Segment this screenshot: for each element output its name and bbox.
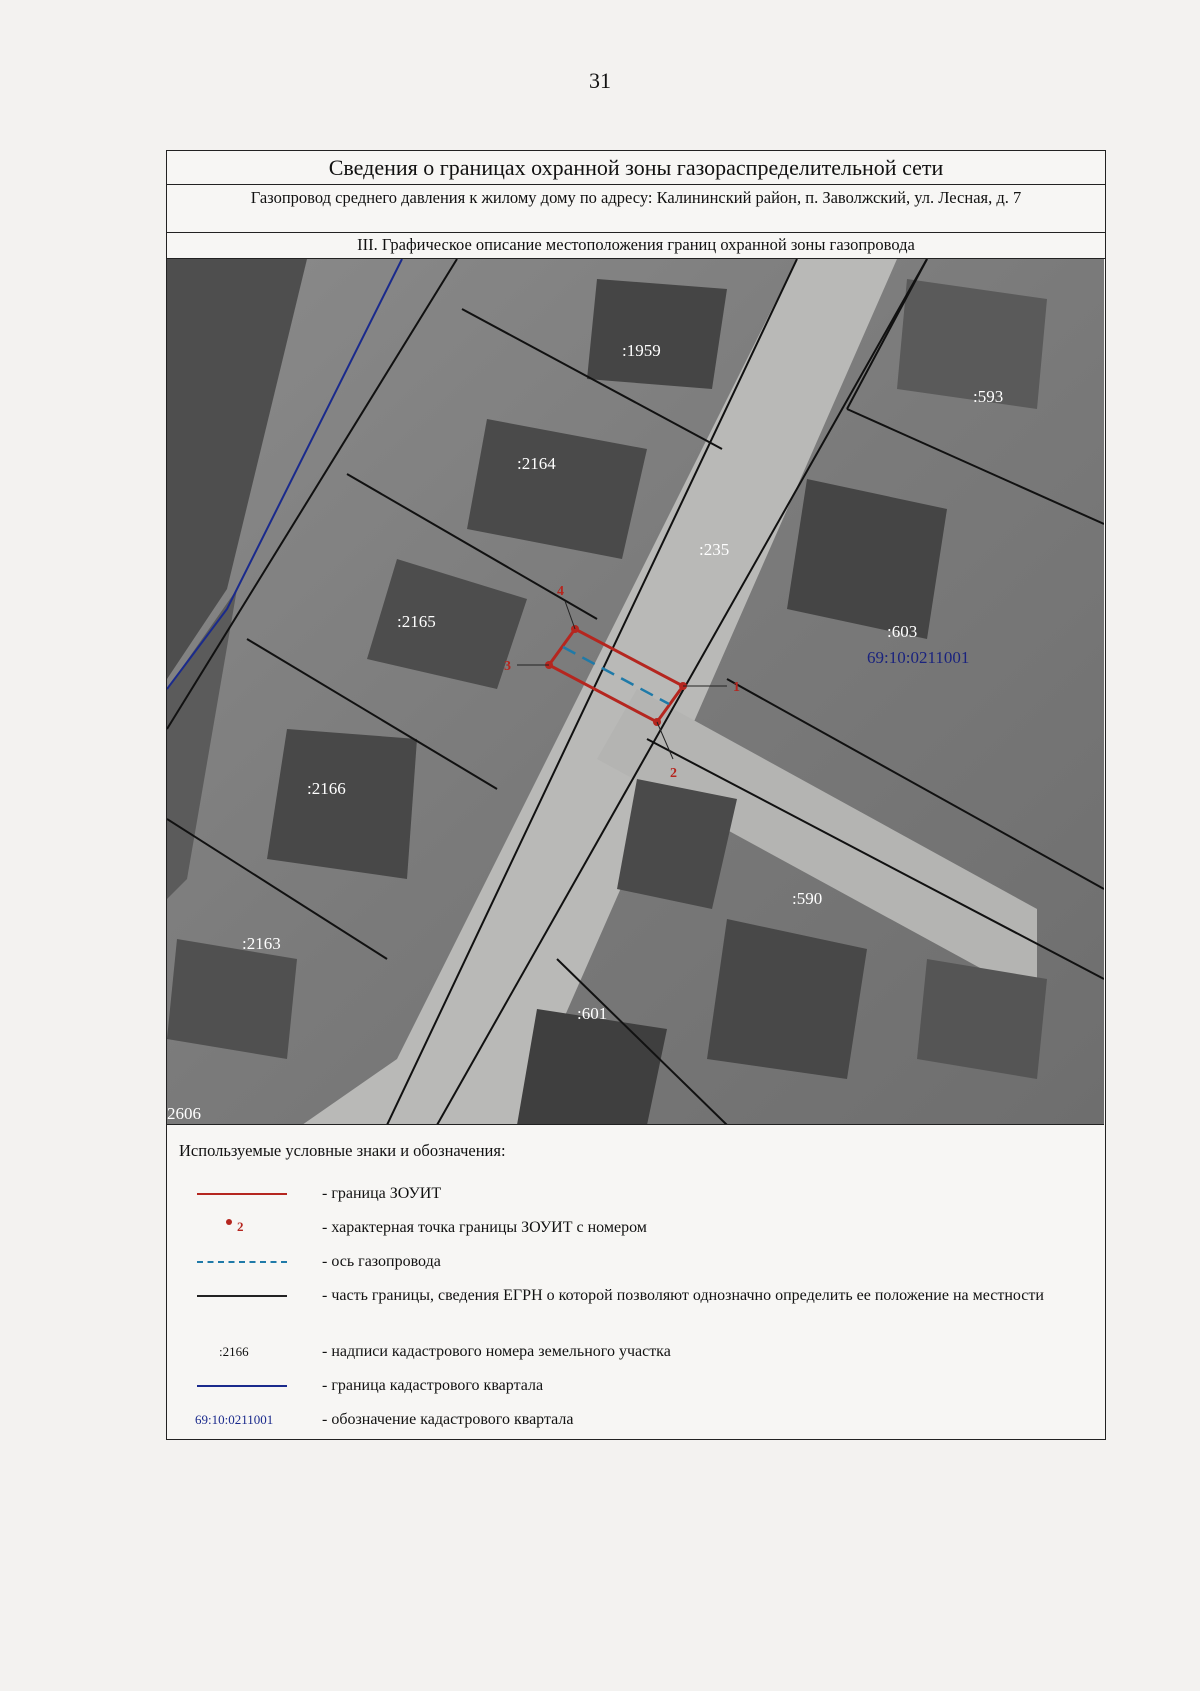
legend-text: - ось газопровода <box>322 1253 441 1270</box>
house-roof <box>587 279 727 389</box>
parcel-label: :1959 <box>622 341 661 360</box>
parcel-label-icon: :2166 <box>219 1344 249 1359</box>
quarter-label: 69:10:0211001 <box>867 648 970 667</box>
parcel-label: :603 <box>887 622 918 641</box>
legend-text: - часть границы, сведения ЕГРН о которой позволяют однозначно определить ее положение на местности <box>322 1287 1044 1304</box>
point-label: 3 <box>504 659 511 674</box>
point-label: 4 <box>557 584 564 599</box>
parcel-label: :2164 <box>517 454 556 473</box>
house-roof <box>897 279 1047 409</box>
point-label: 1 <box>733 680 740 695</box>
parcel-label: :601 <box>577 1004 608 1023</box>
parcel-label: :235 <box>699 540 730 559</box>
page-number: 31 <box>589 68 611 93</box>
document-frame <box>166 150 1106 1440</box>
point-label: 2 <box>670 766 677 781</box>
aerial-map <box>167 259 1104 1125</box>
section-heading: III. Графическое описание местоположения границ охранной зоны газопровода <box>167 233 1105 259</box>
legend-text: - характерная точка границы ЗОУИТ с номером <box>322 1219 647 1236</box>
legend-text: - граница ЗОУИТ <box>322 1185 442 1202</box>
parcel-label: :590 <box>792 889 823 908</box>
red-line-icon <box>179 1183 289 1205</box>
parcel-label: :2165 <box>397 612 436 631</box>
parcel-label: :593 <box>973 387 1004 406</box>
blue-dash-icon <box>179 1251 289 1273</box>
parcel-label: :2163 <box>242 934 281 953</box>
blue-line-icon <box>179 1375 289 1397</box>
house-roof <box>517 1009 667 1125</box>
legend-text: - надписи кадастрового номера земельного участка <box>322 1343 671 1360</box>
black-line-icon <box>179 1285 289 1307</box>
legend-title: Используемые условные знаки и обозначения: <box>179 1141 506 1160</box>
legend-text: - обозначение кадастрового квартала <box>322 1411 574 1428</box>
document-subtitle: Газопровод среднего давления к жилому дому по адресу: Калининский район, п. Заволжский, ул. Лесная, д. 7 <box>167 185 1105 233</box>
parcel-label: 2606 <box>167 1104 201 1123</box>
map-area <box>167 259 1104 1125</box>
legend-text: - граница кадастрового квартала <box>322 1377 544 1394</box>
house-roof <box>917 959 1047 1079</box>
legend <box>167 1125 1105 1439</box>
quarter-label-icon: 69:10:0211001 <box>195 1412 274 1427</box>
house-roof <box>167 939 297 1059</box>
parcel-label: :2166 <box>307 779 346 798</box>
document-title: Сведения о границах охранной зоны газораспределительной сети <box>167 151 1105 185</box>
house-roof <box>267 729 417 879</box>
red-point-icon: 2 <box>179 1217 289 1239</box>
